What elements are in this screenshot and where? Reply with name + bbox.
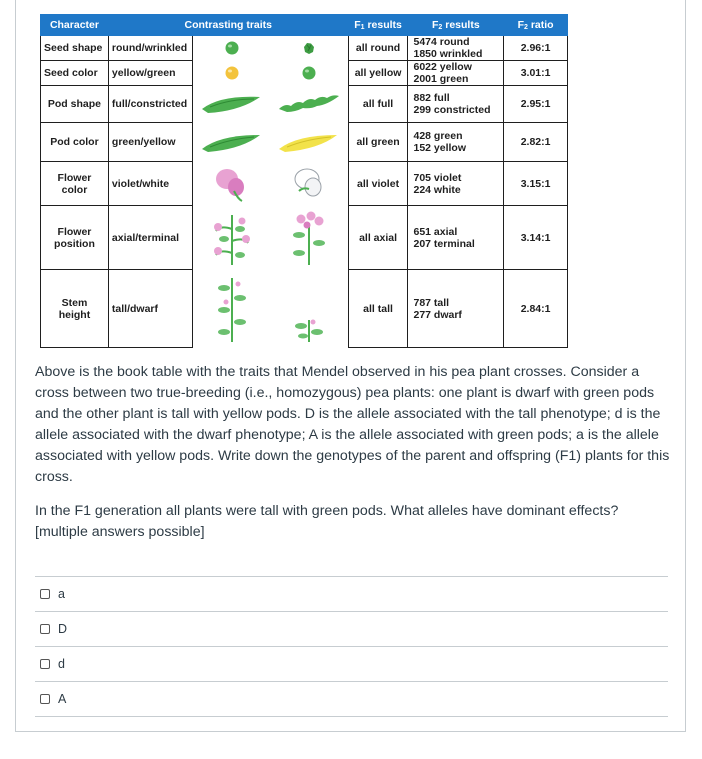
answer-checkbox[interactable] (40, 589, 50, 599)
answer-option-A[interactable] (35, 681, 668, 717)
green-pod-icon (200, 129, 264, 155)
table-row (41, 123, 568, 162)
row-character: Pod color (41, 123, 109, 162)
seed-shape-illustration (192, 36, 348, 61)
row-f2: 787 tall 277 dwarf (408, 270, 504, 348)
row-ratio: 2.96:1 (504, 36, 568, 61)
yellow-seed-icon (224, 65, 240, 81)
stem-height-illustration (192, 270, 348, 348)
row-character: Seed shape (41, 36, 109, 61)
row-ratio: 3.01:1 (504, 61, 568, 86)
table-row (41, 270, 568, 348)
row-character: Seed color (41, 61, 109, 86)
dwarf-plant-icon (285, 274, 333, 344)
header-f2-ratio: F2 ratio (504, 15, 568, 36)
row-f1: all full (348, 86, 408, 123)
answer-checkbox[interactable] (40, 694, 50, 704)
answer-label: D (58, 622, 68, 636)
answer-label: A (58, 692, 67, 706)
white-flower-icon (289, 165, 329, 203)
row-traits: yellow/green (108, 61, 192, 86)
row-f2: 882 full 299 constricted (408, 86, 504, 123)
answer-checkbox[interactable] (40, 659, 50, 669)
row-traits: axial/terminal (108, 206, 192, 270)
answer-options (35, 576, 668, 717)
row-ratio: 2.82:1 (504, 123, 568, 162)
row-f1: all axial (348, 206, 408, 270)
mendel-traits-table (40, 14, 568, 348)
answer-checkbox[interactable] (40, 624, 50, 634)
answer-label: d (58, 657, 65, 671)
row-f1: all round (348, 36, 408, 61)
row-f1: all violet (348, 162, 408, 206)
row-ratio: 3.15:1 (504, 162, 568, 206)
row-f2: 428 green 152 yellow (408, 123, 504, 162)
seed-color-illustration (192, 61, 348, 86)
row-ratio: 3.14:1 (504, 206, 568, 270)
row-f2: 705 violet 224 white (408, 162, 504, 206)
row-traits: full/constricted (108, 86, 192, 123)
flower-color-illustration (192, 162, 348, 206)
row-f2: 6022 yellow 2001 green (408, 61, 504, 86)
row-traits: violet/white (108, 162, 192, 206)
answer-option-D[interactable] (35, 611, 668, 646)
row-traits: round/wrinkled (108, 36, 192, 61)
row-f2: 651 axial 207 terminal (408, 206, 504, 270)
table-row (41, 36, 568, 61)
row-traits: green/yellow (108, 123, 192, 162)
table-row (41, 61, 568, 86)
row-f1: all green (348, 123, 408, 162)
row-ratio: 2.95:1 (504, 86, 568, 123)
wrinkled-seed-icon (301, 40, 317, 56)
terminal-flowers-plant-icon (283, 209, 335, 267)
tall-plant-icon (208, 274, 256, 344)
header-f2-results: F2 results (408, 15, 504, 36)
table-row (41, 206, 568, 270)
answer-option-a[interactable] (35, 576, 668, 611)
header-character: Character (41, 15, 109, 36)
row-character: Stem height (41, 270, 109, 348)
question-prompt-paragraph: In the F1 generation all plants were tall with green pods. What alleles have dominant effects? [multiple answers possible] (35, 503, 619, 540)
violet-flower-icon (212, 165, 252, 203)
pod-shape-illustration (192, 86, 348, 123)
row-f1: all yellow (348, 61, 408, 86)
pod-color-illustration (192, 123, 348, 162)
table-header-row (41, 15, 568, 36)
header-f1-results: F1 results (348, 15, 408, 36)
answer-label: a (58, 587, 65, 601)
table-row (41, 162, 568, 206)
row-character: Pod shape (41, 86, 109, 123)
yellow-pod-icon (277, 129, 341, 155)
row-f2: 5474 round 1850 wrinkled (408, 36, 504, 61)
row-character: Flower color (41, 162, 109, 206)
round-seed-icon (224, 40, 240, 56)
flower-position-illustration (192, 206, 348, 270)
constricted-pod-icon (277, 91, 341, 117)
table-row (41, 86, 568, 123)
full-pod-icon (200, 91, 264, 117)
row-ratio: 2.84:1 (504, 270, 568, 348)
axial-flowers-plant-icon (206, 209, 258, 267)
green-seed-icon (301, 65, 317, 81)
question-context-paragraph: Above is the book table with the traits that Mendel observed in his pea plant crosses. Consider a cross between two true-breeding (i.e., homozygous) pea plants: one plant is dwarf with green pods and the other plant is tall with yellow pods. D is the allele associated with the tall phenotype; d is the allele associated with the dwarf phenotype; A is the allele associated with green pods; a is the allele associated with yellow pods. Write down the genotypes of the parent and offspring (F1) plants for this cross. (35, 364, 670, 485)
header-contrasting-traits: Contrasting traits (108, 15, 348, 36)
row-traits: tall/dwarf (108, 270, 192, 348)
answer-option-d[interactable] (35, 646, 668, 681)
row-f1: all tall (348, 270, 408, 348)
row-character: Flower position (41, 206, 109, 270)
